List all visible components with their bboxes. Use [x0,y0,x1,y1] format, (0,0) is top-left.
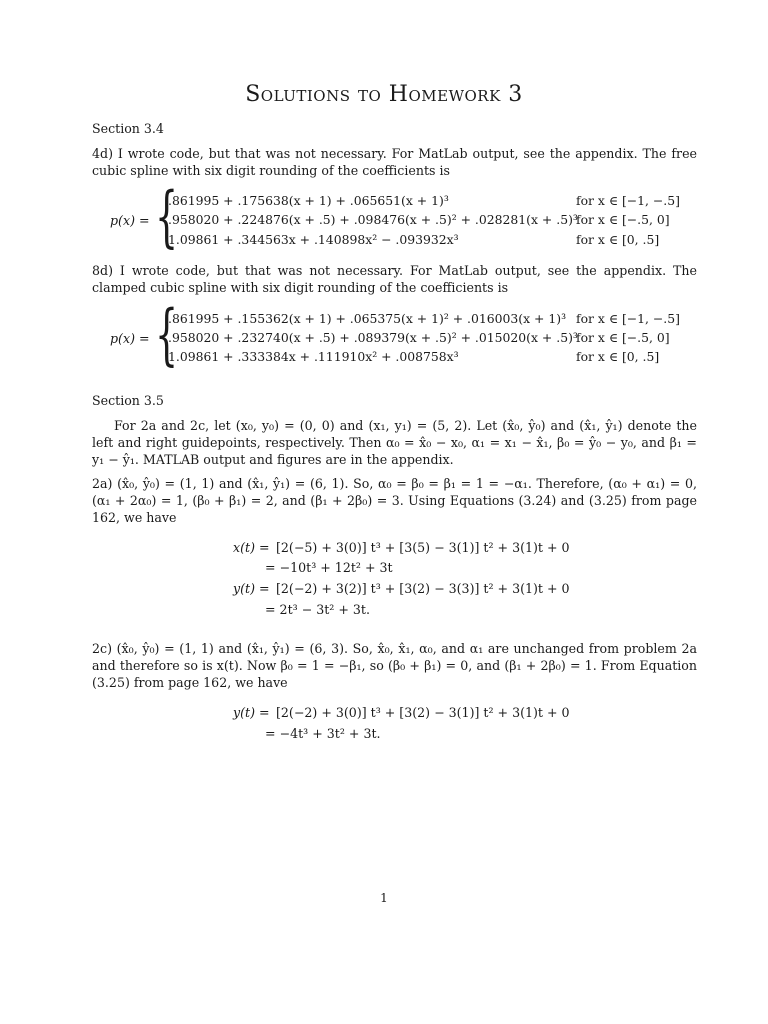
section-heading-3-5: Section 3.5 [92,393,164,408]
paragraph-8d: 8d) I wrote code, but that was not necessary. For MatLab output, see the appendix. The clamped cubic spline with six digit rounding of the coefficients is [92,263,697,295]
free-spline-piece-2: .958020 + .224876(x + .5) + .098476(x + .5)² + .028281(x + .5)³ [168,212,578,227]
clamped-spline-lhs: p(x) = [110,331,150,346]
free-spline-domain-3: for x ∈ [0, .5] [576,232,660,247]
free-spline-piece-1: .861995 + .175638(x + 1) + .065651(x + 1)³ [168,193,449,208]
eq-2a-rhs-2: = −10t³ + 12t² + 3t [265,560,393,575]
eq-2a-lhs-x: x(t) = [233,540,270,555]
left-brace-icon: { [155,178,179,255]
free-spline-domain-2: for x ∈ [−.5, 0] [576,212,670,227]
page-number: 1 [380,891,388,905]
paragraph-2a: 2a) (x̂₀, ŷ₀) = (1, 1) and (x̂₁, ŷ₁) = (6, 1). So, α₀ = β₀ = β₁ = 1 = −α₁. Therefore, (α₀ + α₁) = 0, (α₁ + 2α₀) = 1, (β₀ + β₁) = 2, and (β₁ + 2β₀) = 3. Using Equations (3.24) and (3.25) from page 162, we have [92,476,697,525]
free-spline-piece-3: 1.09861 + .344563x + .140898x² − .093932x³ [168,232,459,247]
eq-2a-rhs-4: = 2t³ − 3t² + 3t. [265,602,370,617]
clamped-spline-piece-1: .861995 + .155362(x + 1) + .065375(x + 1)² + .016003(x + 1)³ [168,311,567,326]
free-spline-lhs: p(x) = [110,213,150,228]
eq-2c-lhs-y: y(t) = [233,705,270,720]
clamped-spline-domain-2: for x ∈ [−.5, 0] [576,330,670,345]
clamped-spline-domain-3: for x ∈ [0, .5] [576,349,660,364]
eq-2a-rhs-3: [2(−2) + 3(2)] t³ + [3(2) − 3(3)] t² + 3(1)t + 0 [276,581,570,596]
clamped-spline-domain-1: for x ∈ [−1, −.5] [576,311,680,326]
left-brace-icon: { [155,296,179,373]
eq-2c-rhs-2: = −4t³ + 3t² + 3t. [265,726,381,741]
clamped-spline-piece-3: 1.09861 + .333384x + .111910x² + .008758x³ [168,349,459,364]
document-title: Solutions to Homework 3 [245,82,523,107]
eq-2c-rhs-1: [2(−2) + 3(0)] t³ + [3(2) − 3(1)] t² + 3(1)t + 0 [276,705,570,720]
paragraph-4d: 4d) I wrote code, but that was not necessary. For MatLab output, see the appendix. The free cubic spline with six digit rounding of the coefficients is [92,146,697,178]
section-heading-3-4: Section 3.4 [92,121,164,136]
eq-2a-rhs-1: [2(−5) + 3(0)] t³ + [3(5) − 3(1)] t² + 3(1)t + 0 [276,540,570,555]
paragraph-intro: For 2a and 2c, let (x₀, y₀) = (0, 0) and (x₁, y₁) = (5, 2). Let (x̂₀, ŷ₀) and (x̂₁, ŷ₁) denote the left and right guidepoints, respectively. Then α₀ = x̂₀ − x₀, α₁ = x₁ − x̂₁, β₀ = ŷ₀ − y₀, and β₁ = y₁ − ŷ₁. MATLAB output and figures are in the appendix. [92,418,697,467]
clamped-spline-piece-2: .958020 + .232740(x + .5) + .089379(x + .5)² + .015020(x + .5)³ [168,330,578,345]
eq-2a-lhs-y: y(t) = [233,581,270,596]
free-spline-domain-1: for x ∈ [−1, −.5] [576,193,680,208]
paragraph-2c: 2c) (x̂₀, ŷ₀) = (1, 1) and (x̂₁, ŷ₁) = (6, 3). So, x̂₀, x̂₁, α₀, and α₁ are unchanged from problem 2a and therefore so is x(t). Now β₀ = 1 = −β₁, so (β₀ + β₁) = 0, and (β₁ + 2β₀) = 1. From Equation (3.25) from page 162, we have [92,641,697,690]
